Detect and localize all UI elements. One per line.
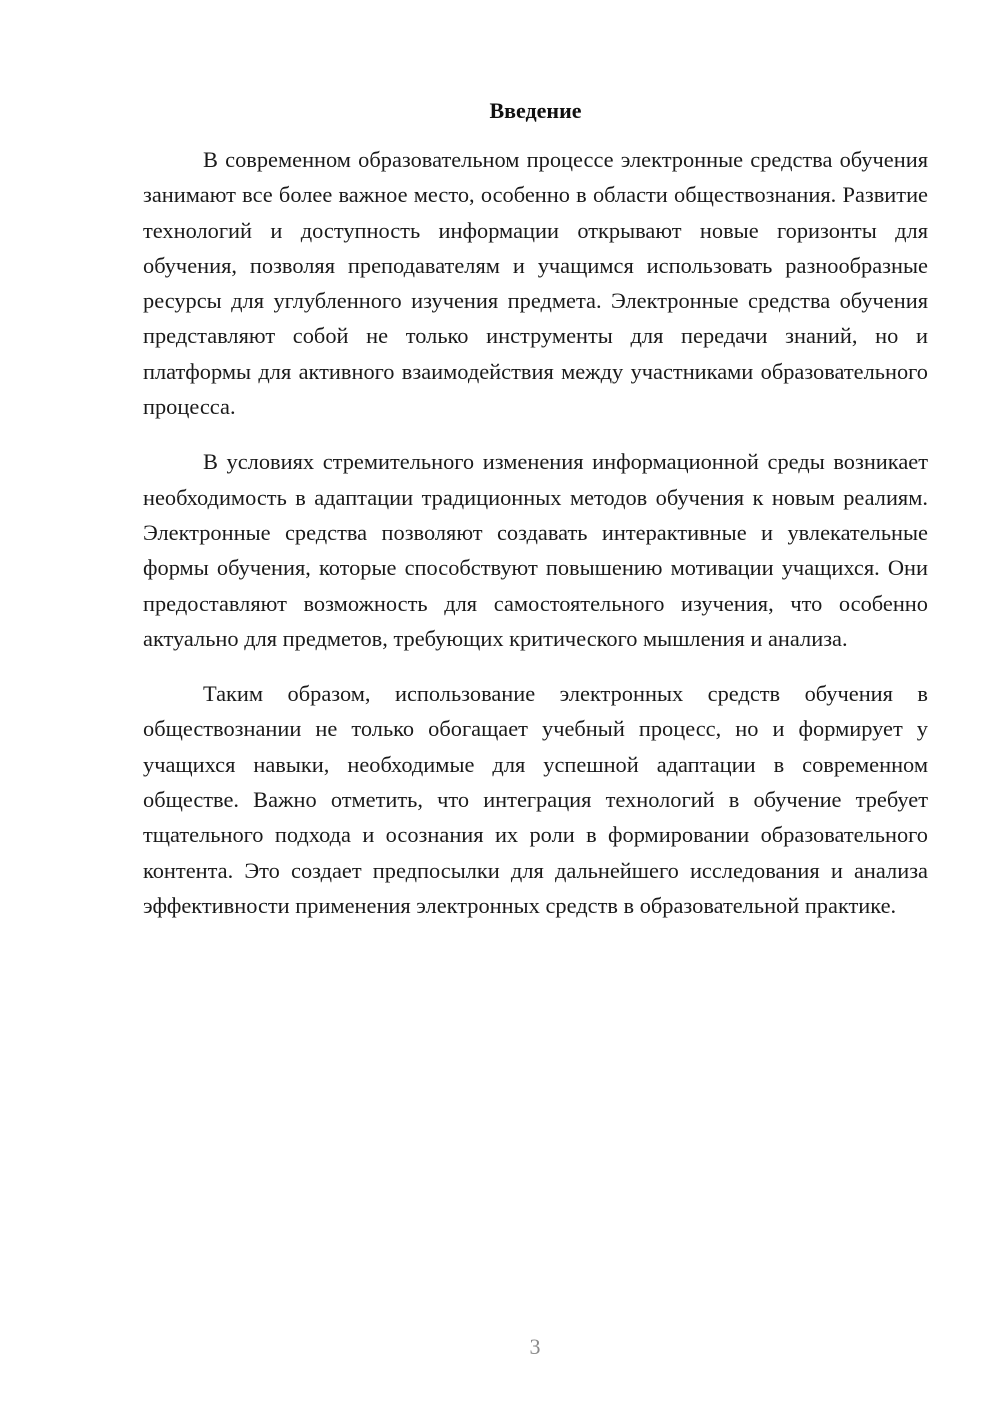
paragraph-3: Таким образом, использование электронных средств обучения в обществознании не только обогащает учебный процесс, но и формирует у учащихся навыки, необходимые для успешной адаптации в современном обществе. Важно отметить, что интеграция технологий в обучение требует тщательного подхода и осознания их роли в формировании образовательного контента. Это создает предпосылки для дальнейшего исследования и анализа эффективности применения электронных средств в образовательной практике. [143,681,928,918]
body-text [143,142,928,943]
paragraph-2: В условиях стремительного изменения информационной среды возникает необходимость в адаптации традиционных методов обучения к новым реалиям. Электронные средства позволяют создавать интерактивные и увлекательные формы обучения, которые способствуют повышению мотивации учащихся. Они предоставляют возможность для самостоятельного изучения, что особенно актуально для предметов, требующих критического мышления и анализа. [143,449,928,651]
paragraph-1: В современном образовательном процессе электронные средства обучения занимают все более важное место, особенно в области обществознания. Развитие технологий и доступность информации открывают новые горизонты для обучения, позволяя преподавателям и учащимся использовать разнообразные ресурсы для углубленного изучения предмета. Электронные средства обучения представляют собой не только инструменты для передачи знаний, но и платформы для активного взаимодействия между участниками образовательного процесса. [143,147,928,420]
section-heading: Введение [489,98,582,123]
page-number: 3 [529,1334,541,1359]
